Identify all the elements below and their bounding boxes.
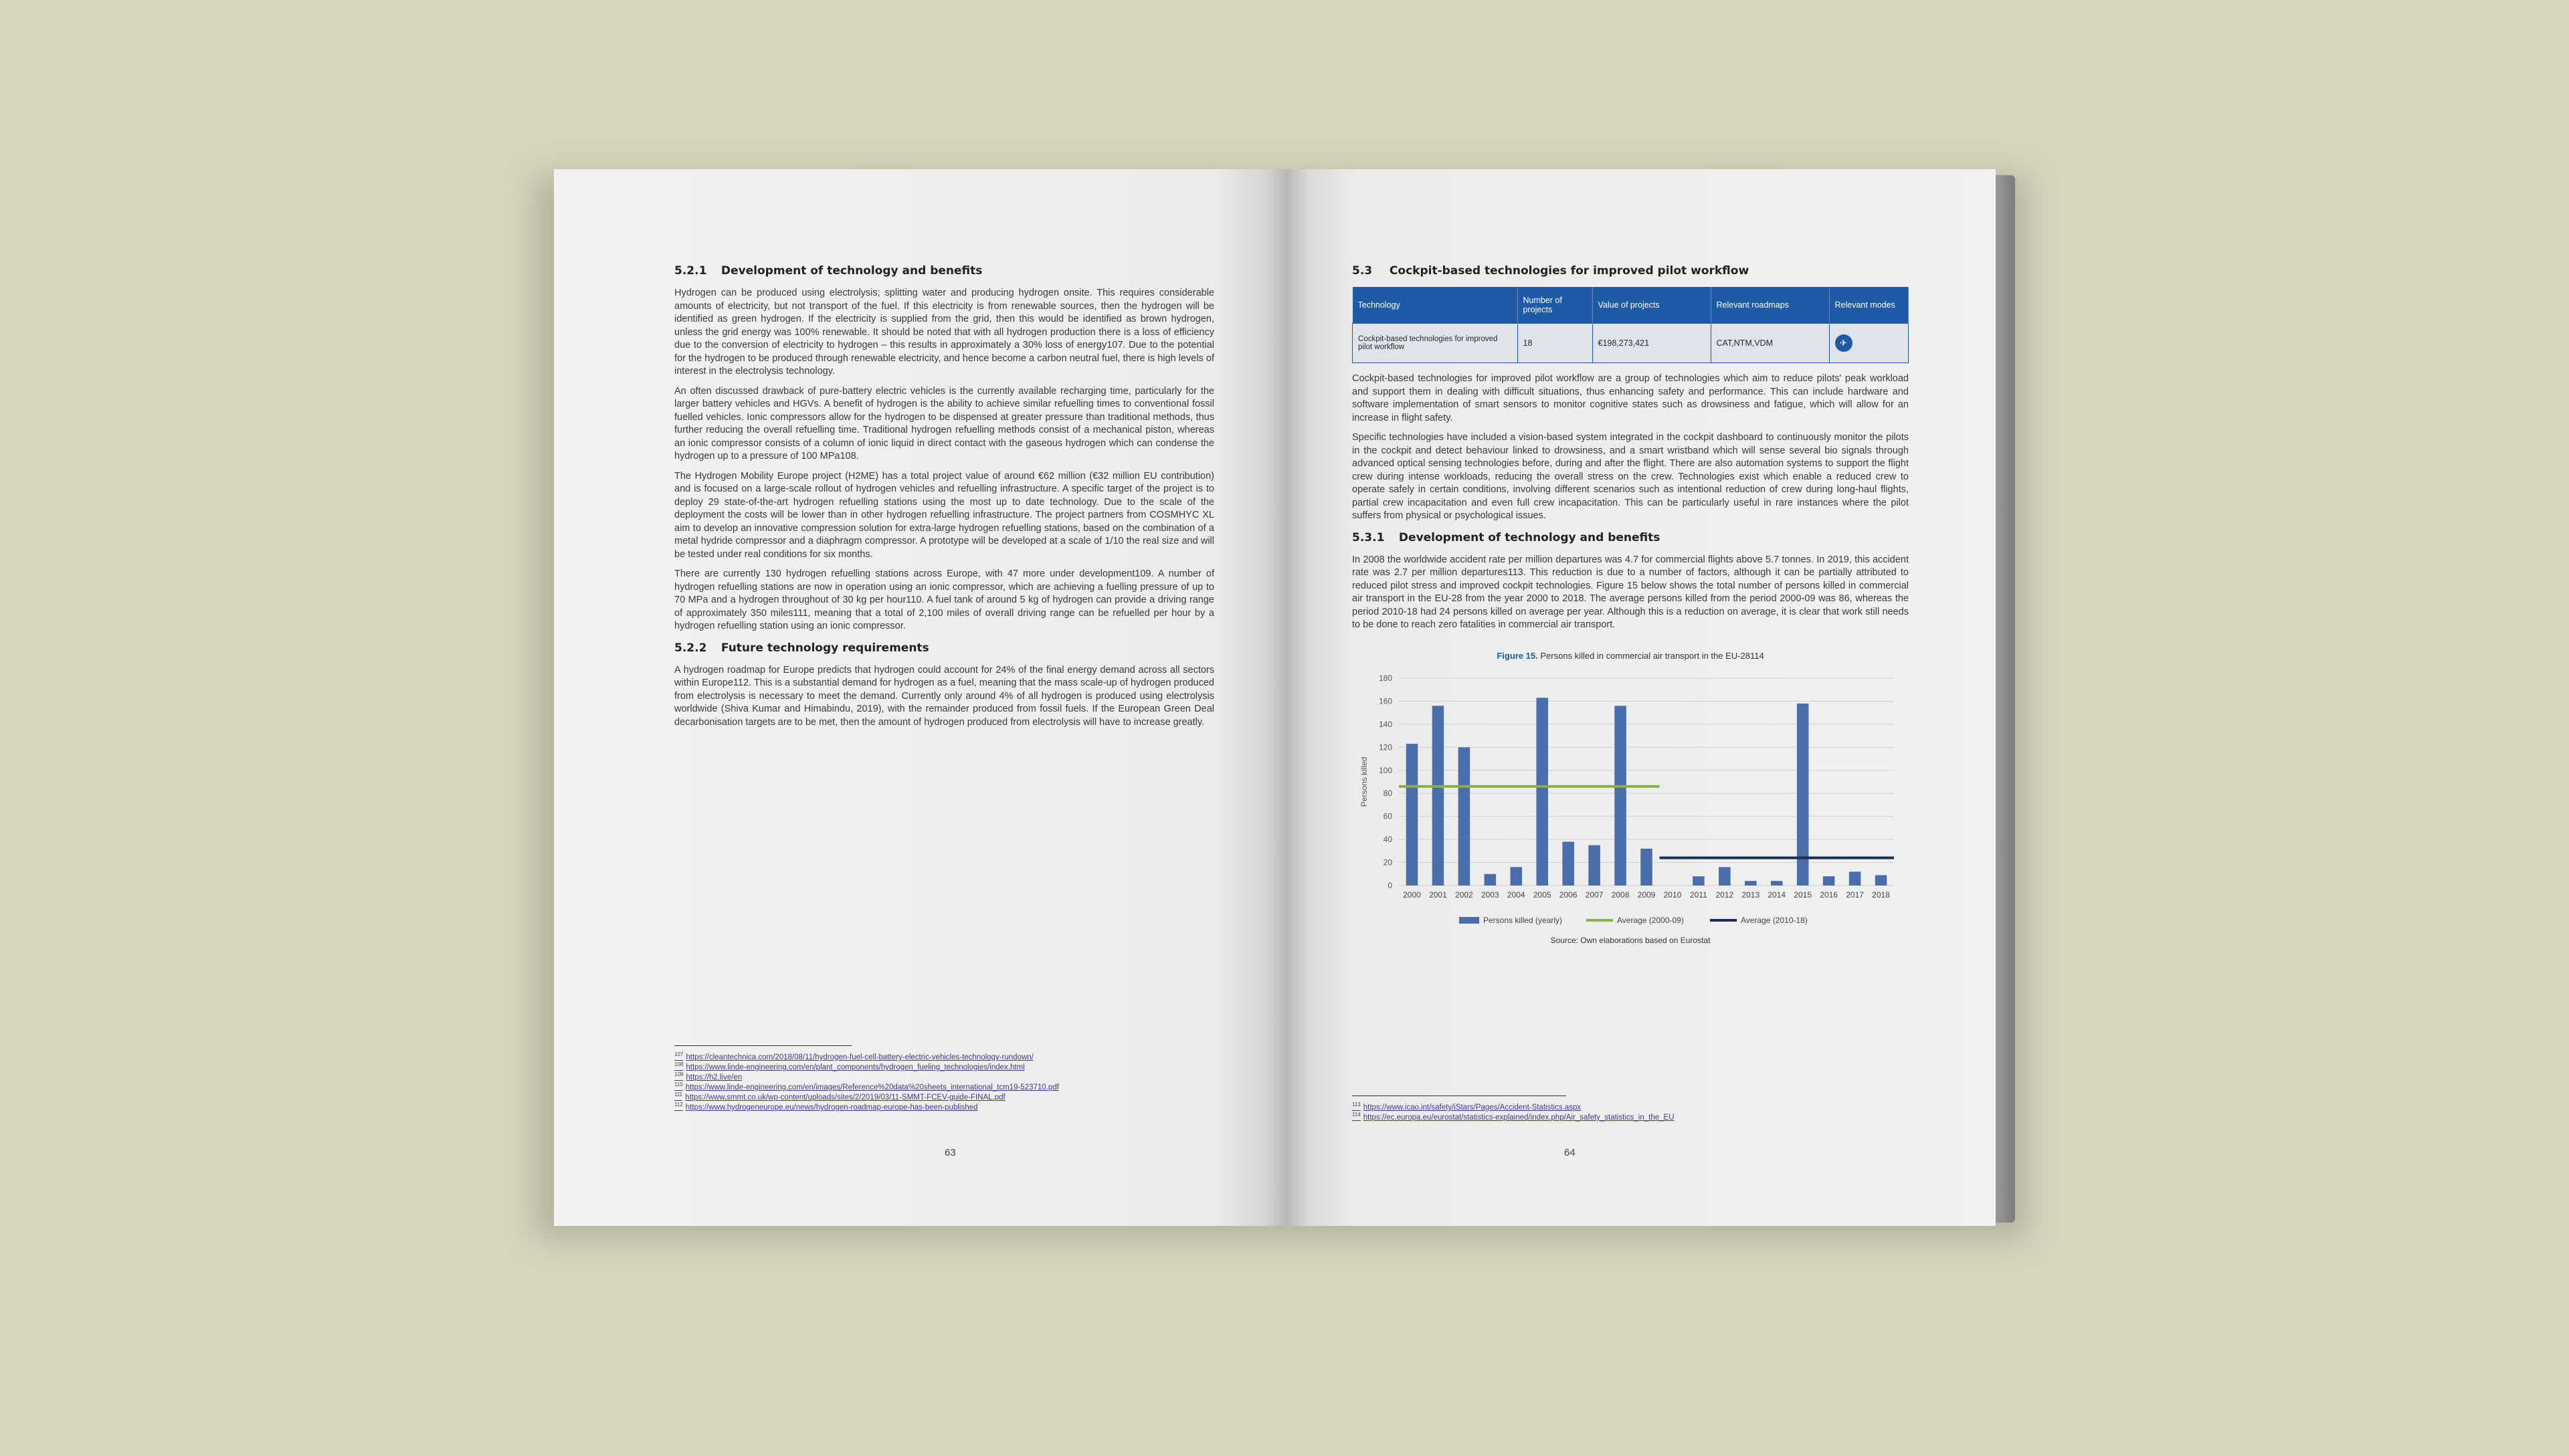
right-page	[1287, 169, 1996, 1226]
figure-title: Persons killed in commercial air transport in the EU-28114	[1540, 650, 1764, 661]
x-tick-label: 2002	[1455, 890, 1473, 900]
bar	[1640, 848, 1652, 885]
legend-label: Average (2010-18)	[1741, 915, 1808, 925]
section-title: Development of technology and benefits	[1398, 530, 1660, 544]
paragraph: An often discussed drawback of pure-battery electric vehicles is the currently available recharging time, particularly for the larger battery vehicles and HGVs. A benefit of hydrogen is the ability to achieve similar refuelling times to conventional fossil fuelled vehicles. Ionic compressors allow for the hydrogen to be dispensed at greater pressure than traditional methods, thus further reducing the overall refuelling time. Traditional hydrogen refuelling methods consist of a mechanical piston, whereas an ionic compressor consists of a column of ionic liquid in direct contact with the gaseous hydrogen which can condense the hydrogen up to a pressure of 100 MPa108.	[674, 385, 1214, 461]
x-tick-label: 2000	[1403, 890, 1421, 900]
paragraph: There are currently 130 hydrogen refuelling stations across Europe, with 47 more under development109. A number of hydrogen refuelling stations are now in operation using an ionic compressor, which are achieving a fuelling pressure of up to 70 MPa and a hydrogen throughout of 30 kg per hour110. A fuel tank of around 5 kg of hydrogen can provide a driving range of approximately 350 miles111, meaning that a total of 2,100 miles of overall driving range can be refuelled per hour by a hydrogen refuelling station using an ionic compressor.	[674, 568, 1214, 631]
bar	[1511, 867, 1523, 886]
y-tick-label: 60	[1383, 811, 1392, 821]
airplane-icon: ✈	[1835, 334, 1852, 352]
section-title: Cockpit-based technologies for improved pilot workflow	[1389, 264, 1749, 278]
bar	[1458, 747, 1470, 886]
page-number: 64	[1564, 1147, 1576, 1158]
bar	[1849, 871, 1861, 886]
table-cell: Cockpit-based technologies for improved pilot workflow	[1353, 324, 1518, 363]
table-header: Relevant roadmaps	[1711, 287, 1829, 324]
bar	[1771, 881, 1783, 886]
bar	[1614, 706, 1626, 886]
y-tick-label: 180	[1378, 673, 1392, 683]
section-number: 5.3.1	[1352, 530, 1385, 544]
y-tick-label: 140	[1378, 719, 1392, 729]
section-title: Development of technology and benefits	[721, 264, 983, 278]
figure-source: Source: Own elaborations based on Eurostat	[1550, 935, 1711, 945]
y-tick-label: 40	[1383, 834, 1392, 844]
y-tick-label: 100	[1378, 765, 1392, 775]
x-tick-label: 2015	[1794, 890, 1812, 900]
table-cell	[1829, 324, 1909, 363]
x-tick-label: 2004	[1507, 890, 1525, 900]
paragraph: Specific technologies have included a vision-based system integrated in the cockpit dashboard to continuously monitor the pilots in the cockpit and detect behaviour linked to drowsiness, and a smart wristband which will sense several bio signals through advanced optical sensing technologies before, during and after the flight. There are also automation systems to support the flight crew during intense workloads, reducing the overall stress on the crew. Technologies exist which enable a reduced crew to operate safely in certain conditions, involving different scenarios such as intentional reduction of crew during long-haul flights, partial crew incapacitation and even full crew incapacitation. This can be particularly useful in rare instances where the pilot suffers from physical or psychological issues.	[1352, 432, 1909, 521]
table-header-row	[1353, 287, 1909, 324]
footnote-link[interactable]: $^{113}$ https://www.icao.int/safety/iStars/Pages/Accident-Statistics.aspx	[1352, 1102, 1582, 1112]
section-heading-5-2-1	[674, 264, 1214, 278]
table-header: Number of projects	[1517, 287, 1592, 324]
footnote-link[interactable]: $^{112}$ https://www.hydrogeneurope.eu/news/hydrogen-roadmap-europe-has-been-published	[674, 1102, 978, 1112]
x-tick-label: 2009	[1637, 890, 1656, 900]
x-tick-label: 2011	[1689, 890, 1707, 900]
bar	[1536, 698, 1548, 886]
paragraph: The Hydrogen Mobility Europe project (H2ME) has a total project value of around €62 million (€32 million EU contribution) and is focused on a large-scale rollout of hydrogen vehicles and refuelling infrastructure. A specific target of the project is to deploy 29 state-of-the-art hydrogen refuelling stations using the most up to date technology. Due to the scale of the deployment the costs will be lower than in other hydrogen refuelling infrastructure. The project partners from COSMHYC XL aim to develop an innovative compression solution for extra-large hydrogen refuelling stations, based on the combination of a metal hydride compressor and a diaphragm compressor. A prototype will be developed at a scale of 1/10 the real size and will be tested under real conditions for six months.	[674, 470, 1214, 560]
table-cell: CAT,NTM,VDM	[1711, 324, 1829, 363]
bar	[1875, 875, 1887, 886]
section-title: Future technology requirements	[721, 641, 929, 655]
section-number: 5.2.2	[674, 641, 707, 655]
table-cell: 18	[1517, 324, 1592, 363]
y-tick-label: 80	[1383, 788, 1392, 798]
section-heading-5-3	[1352, 264, 1909, 278]
paragraph: In 2008 the worldwide accident rate per million departures was 4.7 for commercial flights above 5.7 tonnes. In 2019, this accident rate was 2.7 per million departures113. This reduction is due to a number of factors, although it can be partially attributed to reduced pilot stress and improved cockpit technologies. Figure 15 below shows the total number of persons killed in commercial air transport in the EU-28 from the year 2000 to 2018. The average persons killed from the period 2000-09 was 86, whereas the period 2010-18 had 24 persons killed on average per year. Although this is a reduction on average, it is clear that work still needs to be done to reach zero fatalities in commercial air transport.	[1352, 554, 1909, 630]
x-tick-label: 2006	[1559, 890, 1578, 900]
x-tick-label: 2008	[1611, 890, 1630, 900]
table-header: Technology	[1353, 287, 1518, 324]
legend-swatch	[1459, 917, 1479, 924]
bar	[1719, 867, 1731, 886]
x-tick-label: 2013	[1741, 890, 1760, 900]
y-tick-label: 20	[1383, 857, 1392, 867]
x-tick-label: 2001	[1429, 890, 1447, 900]
x-tick-label: 2016	[1820, 890, 1838, 900]
y-tick-label: 120	[1378, 742, 1392, 752]
y-axis-label: Persons killed	[1359, 756, 1369, 807]
footnote-link[interactable]: $^{109}$ https://h2.live/en	[674, 1071, 743, 1081]
paragraph: Cockpit-based technologies for improved pilot workflow are a group of technologies which aim to reduce pilots' peak workload and support them in dealing with difficult situations, thus enhancing safety and performance. This can include hardware and software implementation of smart sensors to monitor cognitive states such as drowsiness and fatigue, which will allow for an increase in flight safety.	[1352, 373, 1909, 423]
figure-label: Figure 15.	[1497, 650, 1538, 661]
paragraph: Hydrogen can be produced using electrolysis; splitting water and producing hydrogen onsite. This requires considerable amounts of electricity, but not transport of the fuel. If this electricity is from renewable sources, then the hydrogen will be identified as green hydrogen. If the electricity is supplied from the grid, then this would be identified as brown hydrogen, unless the grid energy was 100% renewable. It should be noted that with all hydrogen production there is a loss of efficiency due to the conversion of electricity to hydrogen – this results in approximately a 30% loss of energy107. Due to the potential for the hydrogen to be produced through renewable electricity, and hence become a carbon neutral fuel, there is high levels of interest in the electrolysis technology.	[674, 288, 1214, 377]
page-number: 63	[945, 1147, 956, 1158]
bar	[1562, 841, 1574, 885]
x-tick-label: 2012	[1715, 890, 1734, 900]
table-header: Relevant modes	[1829, 287, 1909, 324]
footnotes	[674, 1045, 1210, 1113]
bar-chart	[1352, 665, 1909, 932]
x-tick-label: 2007	[1585, 890, 1604, 900]
bar	[1588, 845, 1600, 885]
technology-table	[1352, 287, 1909, 363]
section-heading-5-3-1	[1352, 531, 1909, 544]
figure-caption	[1352, 651, 1909, 661]
x-tick-label: 2014	[1768, 890, 1786, 900]
footnote-rule	[674, 1045, 852, 1046]
section-heading-5-2-2	[674, 641, 1214, 655]
section-number: 5.2.1	[674, 264, 707, 278]
table-row	[1353, 324, 1909, 363]
x-tick-label: 2010	[1663, 890, 1682, 900]
paragraph: A hydrogen roadmap for Europe predicts that hydrogen could account for 24% of the final energy demand across all sectors within Europe112. This is a substantial demand for hydrogen as a fuel, meaning that the mass scale-up of hydrogen produced from electrolysis is necessary to meet the demand. Currently only around 4% of all hydrogen is produced using electrolysis worldwide (Shiva Kumar and Himabindu, 2019), with the remainder produced from fossil fuels. If the European Green Deal decarbonisation targets are to be met, then the amount of hydrogen produced from electrolysis will have to increase greatly.	[674, 664, 1214, 728]
x-tick-label: 2005	[1533, 890, 1551, 900]
bar	[1432, 706, 1444, 886]
footnote-link[interactable]: $^{111}$ https://www.smmt.co.uk/wp-content/uploads/sites/2/2019/03/11-SMMT-FCEV-guide-FINAL.pdf	[674, 1091, 1006, 1102]
footnotes	[1352, 1096, 1887, 1123]
footnote-link[interactable]: $^{110}$ https://www.linde-engineering.com/en/images/Reference%20data%20sheets_international_tcm19-523710.pdf	[674, 1081, 1059, 1091]
bar	[1745, 881, 1757, 886]
bar	[1693, 876, 1705, 886]
legend-label: Average (2000-09)	[1617, 915, 1684, 925]
y-tick-label: 160	[1378, 696, 1392, 706]
bar	[1406, 744, 1418, 886]
footnote-link[interactable]: $^{107}$ https://cleantechnica.com/2018/08/11/hydrogen-fuel-cell-battery-electric-vehicles-technology-rundown/	[674, 1051, 1034, 1061]
left-page	[554, 169, 1287, 1226]
x-tick-label: 2017	[1846, 890, 1864, 900]
bar	[1823, 876, 1835, 886]
table-header: Value of projects	[1592, 287, 1711, 324]
footnote-link[interactable]: $^{108}$ https://www.linde-engineering.com/en/plant_components/hydrogen_fueling_technologies/index.html	[674, 1061, 1025, 1071]
table-cell: €198,273,421	[1592, 324, 1711, 363]
section-number: 5.3	[1352, 264, 1373, 278]
y-tick-label: 0	[1388, 880, 1392, 890]
x-tick-label: 2018	[1872, 890, 1890, 900]
x-tick-label: 2003	[1481, 890, 1499, 900]
legend-label: Persons killed (yearly)	[1483, 915, 1563, 925]
footnote-link[interactable]: $^{114}$ https://ec.europa.eu/eurostat/statistics-explained/index.php/Air_safety_statistics_in_the_EU	[1352, 1112, 1675, 1122]
bar	[1485, 873, 1497, 885]
